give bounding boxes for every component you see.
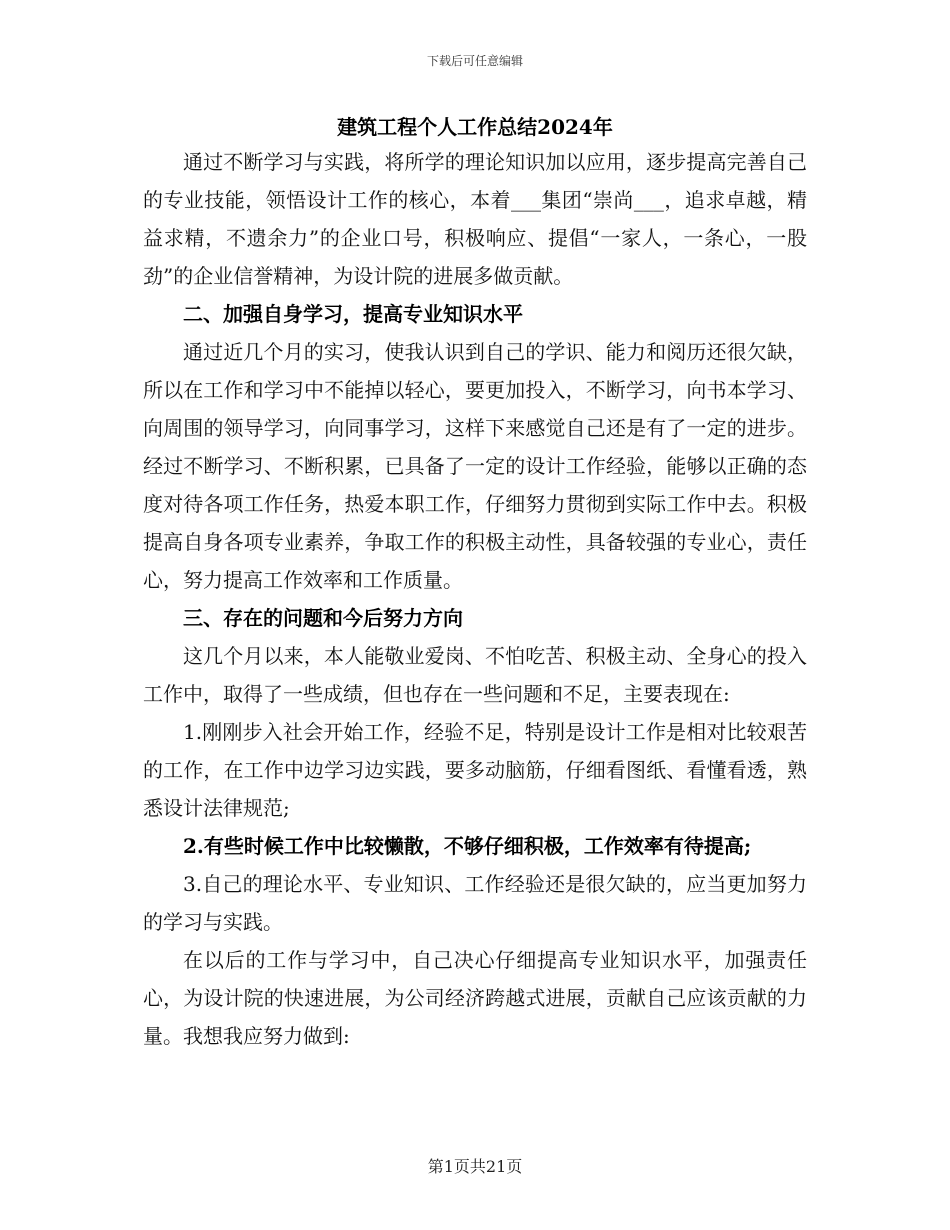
page-number-footer: 第1页共21页: [427, 1157, 523, 1176]
section-heading-study: 二、加强自身学习，提高专业知识水平: [183, 302, 523, 326]
paragraph-future: 在以后的工作与学习中，自己决心仔细提高专业知识水平，加强责任心，为设计院的快速进展，为公司经济跨越式进展，贡献自己应该贡献的力量。我想我应努力做到:: [143, 948, 807, 1048]
paragraph-problems-intro: 这几个月以来，本人能敬业爱岗、不怕吃苦、积极主动、全身心的投入工作中，取得了一些成绩，但也存在一些问题和不足，主要表现在:: [143, 644, 807, 706]
list-item-1: 1.刚刚步入社会开始工作，经验不足，特别是设计工作是相对比较艰苦的工作，在工作中边学习边实践，要多动脑筋，仔细看图纸、看懂看透，熟悉设计法律规范;: [143, 720, 807, 820]
document-body: [143, 143, 807, 1055]
paragraph-study: 通过近几个月的实习，使我认识到自己的学识、能力和阅历还很欠缺，所以在工作和学习中不能掉以轻心，要更加投入，不断学习，向书本学习、向周围的领导学习，向同事学习，这样下来感觉自己还是有了一定的进步。经过不断学习、不断积累，已具备了一定的设计工作经验，能够以正确的态度对待各项工作任务，热爱本职工作，仔细努力贯彻到实际工作中去。积极提高自身各项专业素养，争取工作的积极主动性，具备较强的专业心，责任心，努力提高工作效率和工作质量。: [143, 340, 807, 592]
paragraph-intro: 通过不断学习与实践，将所学的理论知识加以应用，逐步提高完善自己的专业技能，领悟设计工作的核心，本着___集团“崇尚___，追求卓越，精益求精，不遗余力”的企业口号，积极响应、提倡“一家人，一条心，一股劲”的企业信誉精神，为设计院的进展多做贡献。: [143, 150, 807, 288]
list-item-3: 3.自己的理论水平、专业知识、工作经验还是很欠缺的，应当更加努力的学习与实践。: [143, 872, 807, 934]
list-item-2: 2.有些时候工作中比较懒散，不够仔细积极，工作效率有待提高;: [183, 834, 752, 858]
document-title: 建筑工程个人工作总结2024年: [337, 115, 613, 139]
section-heading-problems: 三、存在的问题和今后努力方向: [183, 606, 463, 630]
header-note: 下载后可任意编辑: [426, 54, 523, 68]
